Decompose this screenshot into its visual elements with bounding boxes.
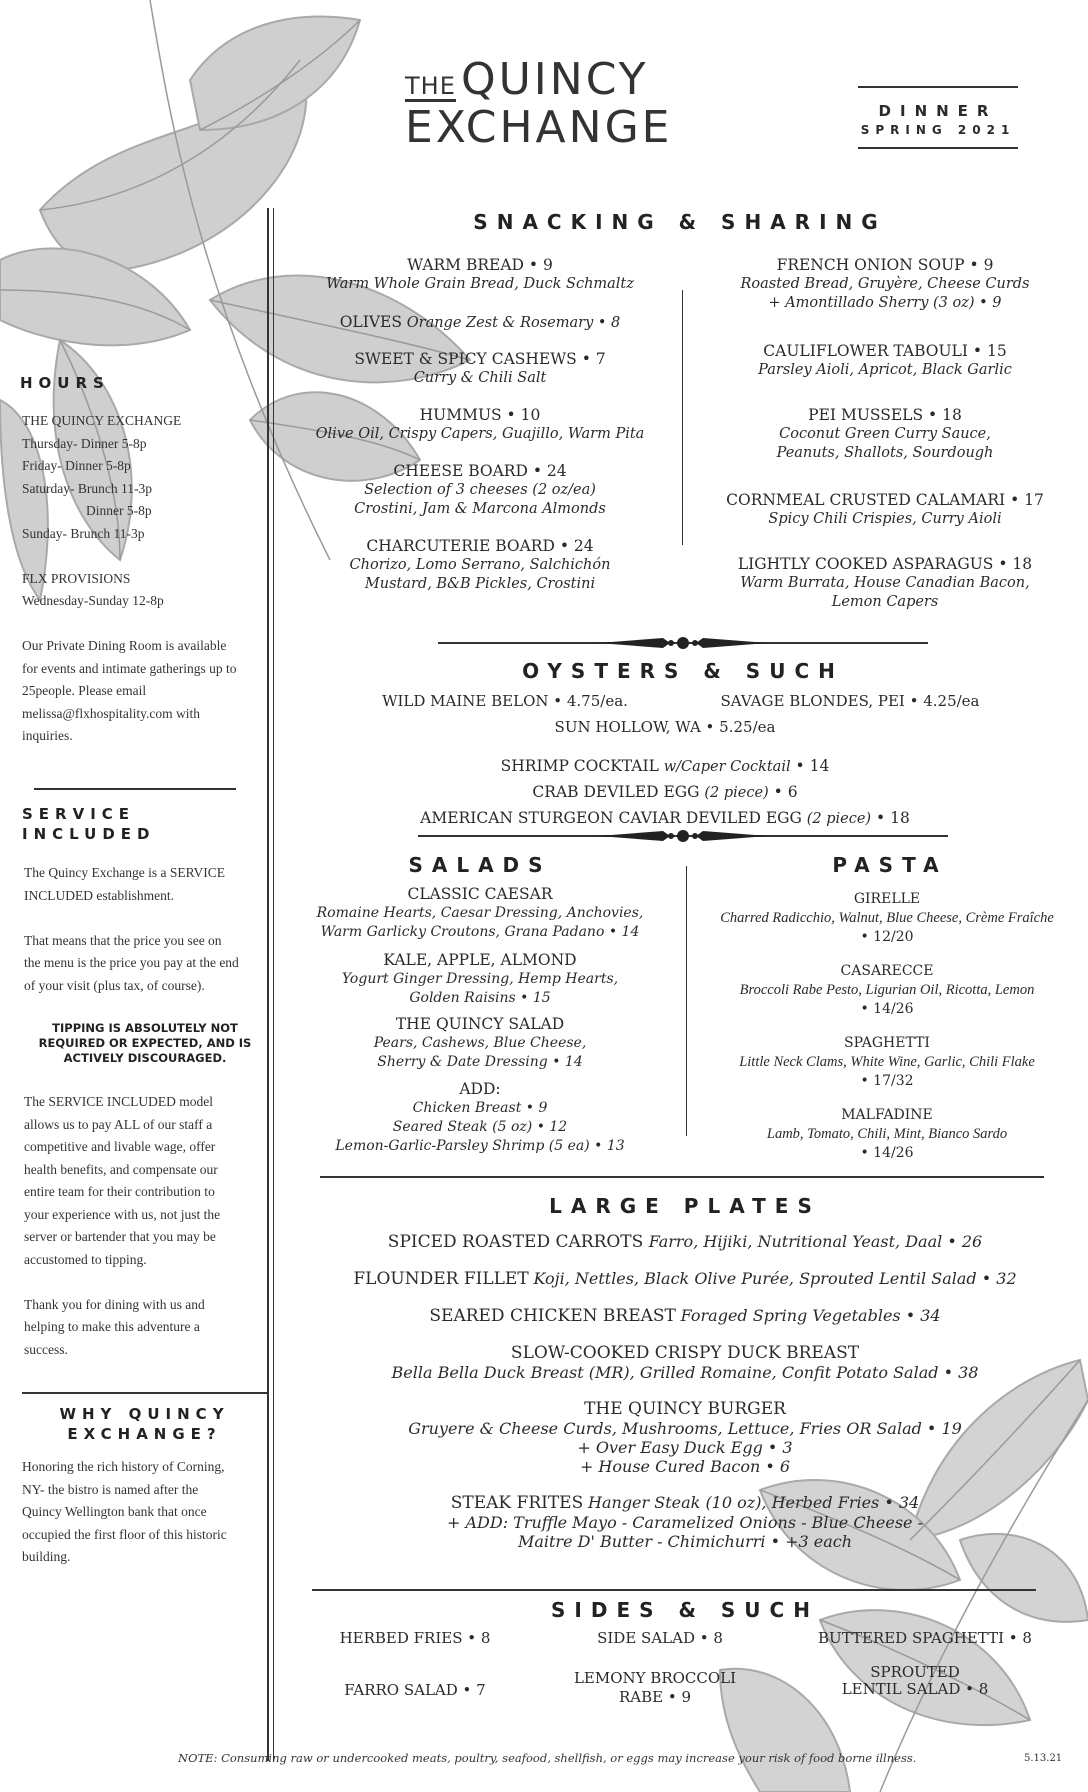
hours-text [22, 410, 267, 748]
menu-label-top-rule [858, 86, 1018, 88]
menu-item-shrimp-cocktail: SHRIMP COCKTAIL w/Caper Cocktail • 14 [500, 757, 830, 775]
hours-line: Friday- Dinner 5-8p [22, 458, 131, 473]
menu-item-flounder: FLOUNDER FILLET Koji, Nettles, Black Olive Purée, Sprouted Lentil Salad • 32 [353, 1269, 1017, 1289]
why-title [22, 1404, 267, 1444]
service-line: INCLUDED establishment. [24, 887, 174, 903]
menu-item-kale-salad: KALE, APPLE, ALMOND Yogurt Ginger Dressing, Hemp Hearts, Golden Raisins • 15 [341, 951, 619, 1006]
service-line: your experience with us, not just the [24, 1206, 221, 1222]
service-line: health benefits, and compensate our [24, 1161, 218, 1177]
service-line: The Quincy Exchange is a SERVICE [24, 865, 225, 880]
pasta-title: PASTA [832, 853, 948, 877]
hours-title: HOURS [20, 374, 110, 392]
why-text [22, 1456, 267, 1569]
menu-item-onion-soup: FRENCH ONION SOUP • 9 Roasted Bread, Gruyère, Cheese Curds + Amontillado Sherry (3 oz) • 9 [740, 256, 1030, 311]
menu-item-warm-bread: WARM BREAD • 9 Warm Whole Grain Bread, Duck Schmaltz [326, 256, 634, 292]
logo-the: THE [405, 72, 456, 100]
tipping-line: ACTIVELY DISCOURAGED. [63, 1051, 227, 1065]
hours-line: FLX PROVISIONS [22, 570, 131, 586]
menu-label-bottom-rule [858, 147, 1018, 149]
menu-item-caviar-deviled-egg: AMERICAN STURGEON CAVIAR DEVILED EGG (2 piece) • 18 [420, 809, 910, 827]
hours-line: 25people. Please email [22, 683, 147, 698]
hours-line: Our Private Dining Room is available [22, 638, 227, 653]
service-line: allows us to pay ALL of our staff a [24, 1116, 213, 1132]
hours-line: Thursday- Dinner 5-8p [22, 435, 147, 451]
side-farro-salad: FARRO SALAD • 7 [344, 1681, 486, 1699]
hours-line: Saturday- Brunch 11-3p [22, 480, 152, 496]
menu-item-classic-caesar: CLASSIC CAESAR Romaine Hearts, Caesar Dressing, Anchovies, Warm Garlicky Croutons, Grana Padano • 14 [316, 885, 644, 940]
restaurant-logo [405, 54, 695, 153]
menu-item-salad-add-ons: ADD: Chicken Breast • 9 Seared Steak (5 oz) • 12 Lemon-Garlic-Parsley Shrimp (5 ea) • 13 [335, 1080, 625, 1154]
sides-top-rule [312, 1589, 1036, 1591]
service-text-2 [24, 1091, 269, 1361]
menu-item-spaghetti: SPAGHETTI Little Neck Clams, White Wine, Garlic, Chili Flake • 17/32 [739, 1035, 1035, 1089]
ornament-divider-1 [438, 632, 928, 654]
hours-line: Wednesday-Sunday 12-8p [22, 593, 164, 608]
menu-item-malfadine: MALFADINE Lamb, Tomato, Chili, Mint, Bianco Sardo • 14/26 [766, 1107, 1008, 1161]
menu-date: 5.13.21 [1024, 1753, 1063, 1764]
menu-item-spiced-carrots: SPICED ROASTED CARROTS Farro, Hijiki, Nutritional Yeast, Daal • 26 [387, 1232, 983, 1252]
tipping-line: TIPPING IS ABSOLUTELY NOT [52, 1021, 238, 1035]
menu-item-duck-breast: SLOW-COOKED CRISPY DUCK BREAST Bella Bella Duck Breast (MR), Grilled Romaine, Confit Potato Salad • 38 [391, 1343, 979, 1382]
menu-label-dinner: DINNER [878, 102, 998, 120]
why-title-line-1: WHY QUINCY [59, 1405, 230, 1423]
salads-title: SALADS [408, 853, 552, 877]
why-line: building. [22, 1549, 71, 1564]
service-title [22, 804, 156, 844]
snacking-column-divider [682, 290, 683, 545]
hours-line: Dinner 5-8p [86, 503, 152, 518]
menu-item-crab-deviled-egg: CRAB DEVILED EGG (2 piece) • 6 [532, 783, 798, 801]
why-line: Quincy Wellington bank that once [22, 1504, 207, 1519]
service-title-line-2: INCLUDED [22, 825, 156, 843]
salads-column-divider [686, 866, 687, 1136]
side-herbed-fries: HERBED FRIES • 8 [339, 1629, 491, 1647]
hours-line: for events and intimate gatherings up to [22, 660, 237, 676]
oyster-sun-hollow: SUN HOLLOW, WA • 5.25/ea [554, 718, 776, 736]
service-line: the menu is the price you pay at the end [24, 955, 239, 970]
why-top-rule [22, 1392, 267, 1394]
oyster-savage-blondes: SAVAGE BLONDES, PEI • 4.25/ea [720, 692, 980, 710]
hours-line: inquiries. [22, 728, 73, 743]
service-line: success. [24, 1341, 68, 1357]
food-safety-note: NOTE: Consuming raw or undercooked meats, poultry, seafood, shellfish, or eggs may increase your risk of food borne illness. [178, 1751, 917, 1765]
menu-item-casarecce: CASARECCE Broccoli Rabe Pesto, Ligurian Oil, Ricotta, Lemon • 14/26 [739, 963, 1035, 1017]
side-lemony-broccoli: LEMONY BROCCOLI RABE • 9 [573, 1669, 737, 1706]
menu-item-mussels: PEI MUSSELS • 18 Coconut Green Curry Sauce, Peanuts, Shallots, Sourdough [776, 406, 994, 461]
tipping-notice [20, 1021, 270, 1066]
oysters-title: OYSTERS & SUCH [522, 659, 844, 683]
main-left-border-inner [273, 208, 274, 1761]
menu-item-chicken-breast: SEARED CHICKEN BREAST Foraged Spring Vegetables • 34 [429, 1306, 941, 1326]
menu-item-calamari: CORNMEAL CRUSTED CALAMARI • 17 Spicy Chili Crispies, Curry Aioli [726, 491, 1044, 527]
service-line: That means that the price you see on [24, 932, 222, 948]
tipping-line: REQUIRED OR EXPECTED, AND IS [38, 1036, 252, 1050]
hours-line [22, 613, 267, 636]
menu-item-asparagus: LIGHTLY COOKED ASPARAGUS • 18 Warm Burrata, House Canadian Bacon, Lemon Capers [737, 555, 1033, 610]
menu-item-cashews: SWEET & SPICY CASHEWS • 7 Curry & Chili Salt [354, 350, 606, 386]
menu-item-cauliflower: CAULIFLOWER TABOULI • 15 Parsley Aioli, Apricot, Black Garlic [758, 342, 1012, 378]
service-title-line-1: SERVICE [22, 805, 136, 823]
menu-item-hummus: HUMMUS • 10 Olive Oil, Crispy Capers, Guajillo, Warm Pita [315, 406, 645, 442]
side-sprouted-lentil-salad: SPROUTED LENTIL SALAD • 8 [841, 1663, 989, 1698]
why-line: NY- the bistro is named after the [22, 1481, 199, 1497]
why-line: occupied the first floor of this historic [22, 1526, 227, 1542]
menu-item-quincy-burger: THE QUINCY BURGER Gruyere & Cheese Curds, Mushrooms, Lettuce, Fries OR Salad • 19 + Over Easy Duck Egg • 3 + House Cured Bacon • 6 [408, 1399, 962, 1476]
service-line: server or bartender that you may be [24, 1229, 216, 1244]
service-line: of your visit (plus tax, of course). [24, 977, 205, 993]
why-title-line-2: EXCHANGE? [67, 1425, 222, 1443]
service-line: helping to make this adventure a [24, 1319, 200, 1334]
side-buttered-spaghetti: BUTTERED SPAGHETTI • 8 [818, 1629, 1032, 1647]
menu-item-steak-frites: STEAK FRITES Hanger Steak (10 oz), Herbed Fries • 34 + ADD: Truffle Mayo - Caramelized Onions - Blue Cheese - Maitre D' Butter - Chimichurri • +3 each [446, 1493, 924, 1551]
service-line: The SERVICE INCLUDED model [24, 1094, 214, 1109]
side-side-salad: SIDE SALAD • 8 [597, 1629, 723, 1647]
menu-label [858, 86, 1018, 149]
large-plates-top-rule [320, 1176, 1044, 1178]
menu-item-cheese-board: CHEESE BOARD • 24 Selection of 3 cheeses (2 oz/ea) Crostini, Jam & Marcona Almonds [354, 462, 606, 517]
hours-line [22, 545, 267, 568]
large-plates-title: LARGE PLATES [549, 1194, 821, 1218]
logo-line-2: EXCHANGE [405, 102, 673, 153]
service-line: competitive and livable wage, offer [24, 1139, 216, 1154]
hours-line: Sunday- Brunch 11-3p [22, 525, 145, 541]
service-line: Thank you for dining with us and [24, 1296, 205, 1312]
service-line: entire team for their contribution to [24, 1184, 215, 1199]
menu-item-quincy-salad: THE QUINCY SALAD Pears, Cashews, Blue Cheese, Sherry & Date Dressing • 14 [373, 1015, 587, 1070]
service-top-rule [34, 788, 236, 790]
why-line: Honoring the rich history of Corning, [22, 1459, 225, 1474]
service-text-1 [24, 862, 269, 997]
menu-item-girelle: GIRELLE Charred Radicchio, Walnut, Blue Cheese, Crème Fraîche • 12/20 [720, 891, 1054, 945]
hours-line: melissa@flxhospitality.com with [22, 705, 201, 721]
snacking-title: SNACKING & SHARING [473, 210, 887, 234]
sides-title: SIDES & SUCH [551, 1598, 819, 1622]
hours-line: THE QUINCY EXCHANGE [22, 413, 182, 428]
menu-item-charcuterie: CHARCUTERIE BOARD • 24 Chorizo, Lomo Serrano, Salchichón Mustard, B&B Pickles, Crostini [349, 537, 611, 592]
oyster-wild-maine-belon: WILD MAINE BELON • 4.75/ea. [382, 692, 628, 710]
logo-line-1: QUINCY [460, 54, 649, 105]
menu-label-season: SPRING 2021 [860, 123, 1016, 137]
menu-item-olives: OLIVES Orange Zest & Rosemary • 8 [339, 313, 621, 331]
service-line: accustomed to tipping. [24, 1251, 147, 1267]
